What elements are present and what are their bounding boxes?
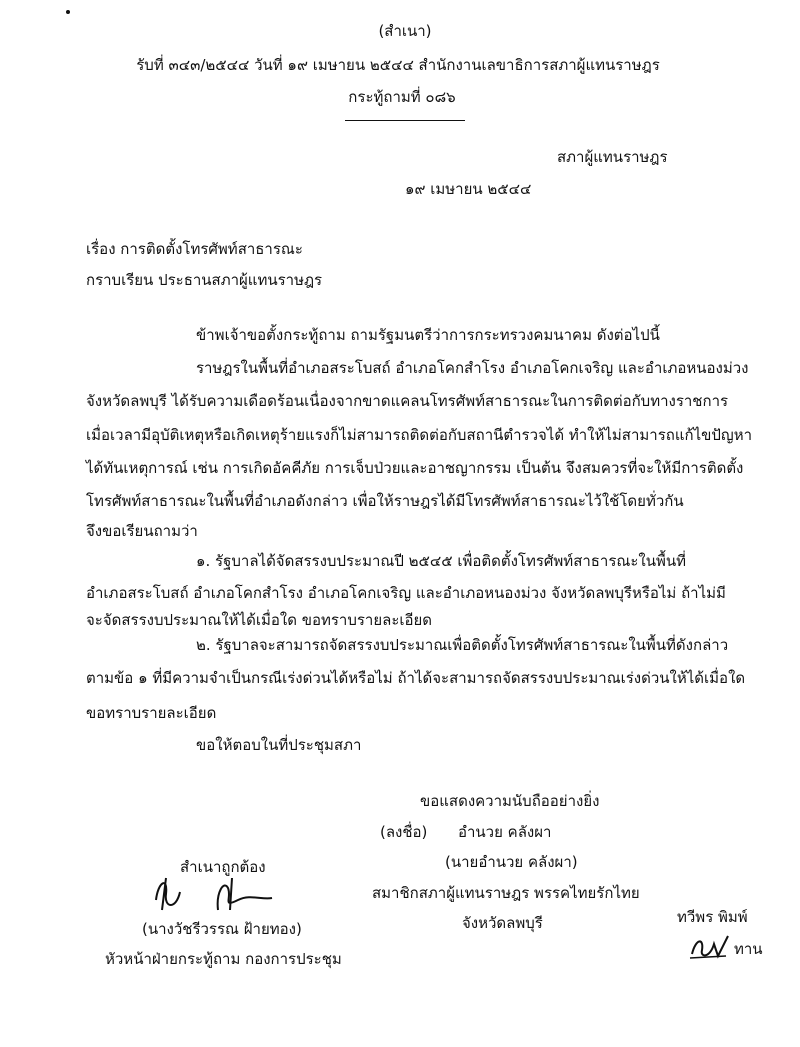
question-number: กระทู้ถามที่ ๐๘๖	[348, 88, 456, 106]
subject-line: เรื่อง การติดตั้งโทรศัพท์สาธารณะ	[86, 240, 303, 258]
salutation-line: กราบเรียน ประธานสภาผู้แทนราษฎร	[86, 271, 323, 289]
signer-province: จังหวัดลพบุรี	[462, 914, 543, 932]
body-line: ราษฎรในพื้นที่อำเภอสระโบสถ์ อำเภอโคกสำโรง อำเภอโคกเจริญ และอำเภอหนองม่วง	[196, 359, 749, 377]
certifier-signature	[146, 870, 276, 918]
body-line: เมื่อเวลามีอุบัติเหตุหรือเกิดเหตุร้ายแรงก็ไม่สามารถติดต่อกับสถานีตำรวจได้ ทำให้ไม่สามารถแก้ไขปัญหา	[86, 426, 752, 444]
signed-label: (ลงชื่อ)	[380, 823, 428, 841]
signer-position: สมาชิกสภาผู้แทนราษฎร พรรคไทยรักไทย	[372, 884, 640, 902]
certifier-title: หัวหน้าฝ่ายกระทู้ถาม กองการประชุม	[105, 950, 342, 968]
question-item-2: ๒. รัฐบาลจะสามารถจัดสรรงบประมาณเพื่อติดตั้งโทรศัพท์สาธารณะในพื้นที่ดังกล่าว	[196, 636, 729, 654]
question-item-1: ๑. รัฐบาลได้จัดสรรงบประมาณปี ๒๕๔๕ เพื่อติดตั้งโทรศัพท์สาธารณะในพื้นที่	[196, 552, 686, 570]
body-line: ได้ทันเหตุการณ์ เช่น การเกิดอัคคีภัย การเจ็บป่วยและอาชญากรรม เป็นต้น จึงสมควรที่จะให้มีการติดตั้ง	[86, 459, 744, 477]
received-line: รับที่ ๓๔๓/๒๕๔๔ วันที่ ๑๙ เมษายน ๒๕๔๔ สำนักงานเลขาธิการสภาผู้แทนราษฎร	[136, 56, 660, 74]
printed-name: (นายอำนวย คลังผา)	[445, 853, 578, 871]
certifier-name: (นางวัชรีวรรณ ฝ้ายทอง)	[142, 920, 302, 938]
response-request: ขอให้ตอบในที่ประชุมสภา	[196, 736, 362, 754]
checker-label: ทาน	[734, 940, 763, 958]
certification-label: สำเนาถูกต้อง	[180, 858, 266, 876]
body-line: จึงขอเรียนถามว่า	[86, 522, 198, 540]
body-line: ขอทราบรายละเอียด	[86, 704, 217, 722]
header-divider	[345, 120, 465, 121]
body-line: โทรศัพท์สาธารณะในพื้นที่อำเภอดังกล่าว เพื่อให้ราษฎรได้มีโทรศัพท์สาธารณะไว้ใช้โดยทั่วกัน	[86, 492, 684, 510]
signed-name: อำนวย คลังผา	[458, 823, 552, 841]
speck-mark	[66, 10, 70, 14]
checker-initials	[688, 932, 732, 962]
address-place: สภาผู้แทนราษฎร	[557, 148, 668, 166]
copy-mark: (สำเนา)	[378, 22, 432, 40]
closing-regards: ขอแสดงความนับถืออย่างยิ่ง	[420, 792, 600, 810]
address-date: ๑๙ เมษายน ๒๕๔๔	[405, 180, 532, 198]
body-line: ตามข้อ ๑ ที่มีความจำเป็นกรณีเร่งด่วนได้หรือไม่ ถ้าได้จะสามารถจัดสรรงบประมาณเร่งด่วนให้ได้เมื่อใด	[86, 669, 746, 687]
typist-label: ทวีพร พิมพ์	[677, 908, 748, 926]
body-line: อำเภอสระโบสถ์ อำเภอโคกสำโรง อำเภอโคกเจริญ และอำเภอหนองม่วง จังหวัดลพบุรีหรือไม่ ถ้าไม่มี	[86, 584, 726, 602]
body-line: ข้าพเจ้าขอตั้งกระทู้ถาม ถามรัฐมนตรีว่าการกระทรวงคมนาคม ดังต่อไปนี้	[196, 326, 660, 344]
body-line: จังหวัดลพบุรี ได้รับความเดือดร้อนเนื่องจากขาดแคลนโทรศัพท์สาธารณะในการติดต่อกับทางราชการ	[86, 392, 729, 410]
body-line: จะจัดสรรงบประมาณให้ได้เมื่อใด ขอทราบรายละเอียด	[86, 611, 433, 629]
